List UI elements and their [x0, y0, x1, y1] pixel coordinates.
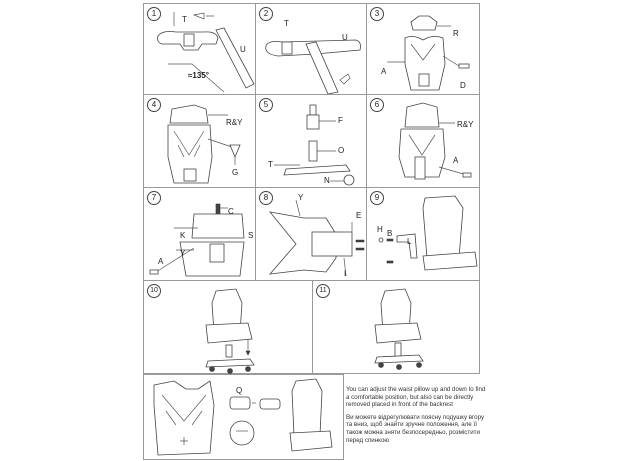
label-k: K — [180, 231, 186, 240]
step-7-panel — [143, 187, 256, 281]
lumbar-instructions — [346, 386, 486, 444]
angle-label: ≈135° — [188, 71, 209, 80]
step-6-panel — [366, 94, 480, 188]
label-u: U — [342, 33, 348, 42]
backrest-tool-diagram — [144, 95, 257, 189]
step-5-panel — [255, 94, 367, 188]
instruction-text-uk: Ви можете відрегулювати поясну подушку вгору та вниз, щоб знайти зручне положення, але її також можна зняти безпосередньо, розмістити перед спинкою — [346, 413, 485, 444]
label-u: U — [240, 45, 246, 54]
label-b: B — [387, 229, 393, 238]
label-d: D — [460, 81, 466, 90]
step-number: 9 — [370, 191, 384, 205]
label-h: H — [377, 225, 383, 234]
label-n: N — [324, 176, 330, 185]
label-t: T — [268, 160, 273, 169]
label-y: Y — [180, 249, 186, 258]
label-l: L — [407, 237, 412, 246]
step-1-panel — [143, 3, 256, 95]
step-3-panel — [366, 3, 480, 95]
step-number: 5 — [259, 98, 273, 112]
instruction-text-en: You can adjust the waist pillow up and down to find a comfortable position, but also can be directly removed placed in front of the backrest — [346, 386, 486, 409]
label-y: Y — [298, 193, 304, 202]
step-9-panel — [366, 187, 480, 281]
lumbar-pillow-diagram — [144, 375, 345, 461]
label-a: A — [453, 156, 459, 165]
label-a: A — [381, 67, 387, 76]
frame-tube-diagram — [256, 188, 368, 282]
step-2-panel — [255, 3, 367, 95]
step-number: 2 — [259, 7, 273, 21]
step-number: 3 — [370, 7, 384, 21]
mechanism-assembly-diagram — [144, 188, 257, 282]
label-a: A — [158, 257, 164, 266]
step-number: 7 — [147, 191, 161, 205]
backrest-mount-diagram — [367, 95, 481, 189]
label-g: G — [232, 168, 239, 177]
base-cylinder-diagram — [256, 95, 368, 189]
step-number: 1 — [147, 7, 161, 21]
label-t: T — [284, 19, 289, 28]
label-ry: R&Y — [226, 118, 243, 127]
label-o: O — [338, 146, 345, 155]
label-i: I — [344, 269, 347, 278]
label-s: S — [248, 231, 254, 240]
step-number: 10 — [147, 284, 161, 298]
label-f: F — [338, 116, 343, 125]
label-r: R — [453, 29, 459, 38]
step-8-panel — [255, 187, 367, 281]
step-number: 4 — [147, 98, 161, 112]
step-number: 6 — [370, 98, 384, 112]
armrest-attached-diagram — [256, 4, 368, 96]
seat-on-base-diagram — [144, 281, 314, 375]
step-number: 11 — [316, 284, 330, 298]
label-ry: R&Y — [457, 120, 474, 129]
armrest-attach-diagram — [367, 188, 481, 282]
step-11-panel — [312, 280, 480, 374]
step-10-panel — [143, 280, 313, 374]
step-number: 8 — [259, 191, 273, 205]
lumbar-pillow-panel — [143, 374, 344, 460]
label-c: C — [228, 207, 234, 216]
assembled-chair-diagram — [313, 281, 481, 375]
label-t: T — [182, 15, 187, 24]
label-e: E — [356, 211, 362, 220]
step-4-panel — [143, 94, 256, 188]
label-q: Q — [236, 386, 243, 395]
